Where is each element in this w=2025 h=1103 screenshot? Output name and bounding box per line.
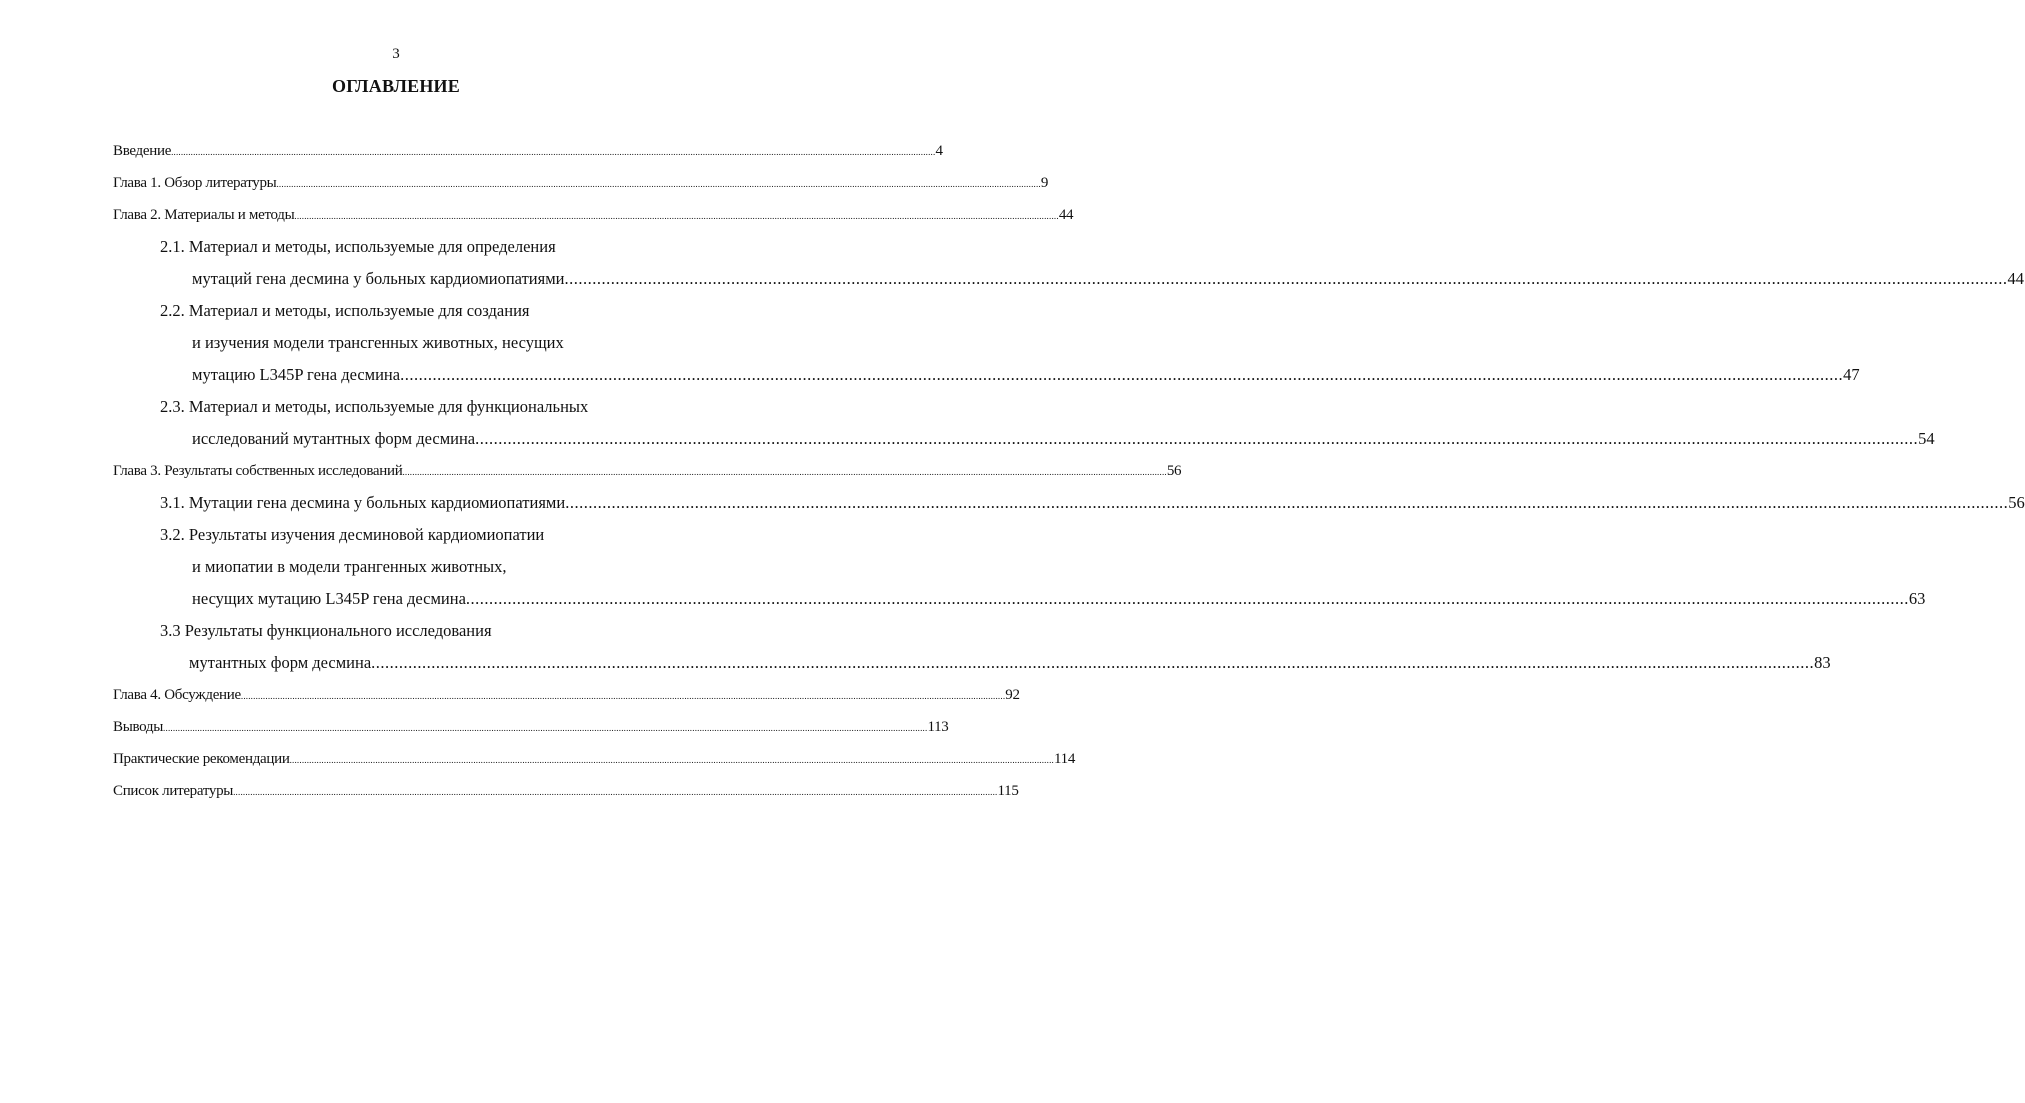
toc-entry-page: 92	[1005, 687, 1020, 703]
toc-entry-recommendations[interactable]	[113, 747, 1076, 771]
toc-entry-introduction[interactable]	[113, 139, 943, 163]
toc-entry-page: 54	[1918, 429, 1935, 448]
toc-entry-text: мутаций гена десмина у больных кардиомиопатиями	[192, 269, 565, 288]
dot-leader: ........................................................................................................................................................................................................................................................................................................................	[289, 755, 1054, 765]
toc-entry-text: Практические рекомендации	[113, 751, 290, 767]
toc-entry-page: 83	[1814, 653, 1831, 672]
toc-entry-conclusions[interactable]	[113, 715, 949, 739]
toc-entry-text: мутантных форм десмина	[189, 653, 372, 672]
toc-entry-text: Глава 1. Обзор литературы	[113, 175, 277, 191]
toc-entry-section-2-3[interactable]	[160, 395, 588, 419]
toc-entry-text: несущих мутацию L345P гена десмина	[192, 589, 466, 608]
toc-entry-text: Введение	[113, 143, 172, 159]
toc-entry-page: 56	[2008, 493, 2025, 512]
toc-entry-text: и изучения модели трансгенных животных, несущих	[192, 333, 564, 352]
toc-entry-text: 2.3. Материал и методы, используемые для функциональных	[160, 397, 589, 416]
toc-entry-chapter-1[interactable]	[113, 171, 1049, 195]
toc-entry-page: 9	[1040, 175, 1049, 191]
page-title: ОГЛАВЛЕНИЕ	[332, 76, 460, 96]
toc-entry-text: Глава 2. Материалы и методы	[113, 207, 295, 223]
toc-entry-text: 3.2. Результаты изучения десминовой кардиомиопатии	[160, 525, 545, 544]
toc-entry-text: исследований мутантных форм десмина	[192, 429, 476, 448]
toc-entry-text: 2.2. Материал и методы, используемые для создания	[160, 301, 530, 320]
toc-entry-section-2-1[interactable]	[160, 235, 556, 259]
toc-entry-page: 44	[1058, 207, 1074, 223]
dot-leader: ........................................................................................................................................................................................................................................................................................................................	[240, 691, 1006, 701]
toc-entry-text: Выводы	[113, 719, 164, 735]
dot-leader: ........................................................................................................................................................................................................................................................................................................................	[171, 147, 936, 157]
dot-leader: ........................................................................................................................................................................................................................................................................................................................	[371, 653, 1815, 672]
toc-entry-chapter-3[interactable]	[113, 459, 1182, 483]
toc-entry-text: мутацию L345P гена десмина	[192, 365, 401, 384]
toc-entry-section-3-3-cont[interactable]	[189, 651, 1831, 675]
toc-entry-page: 114	[1053, 751, 1076, 767]
dot-leader: ........................................................................................................................................................................................................................................................................................................................	[276, 179, 1041, 189]
toc-entry-section-2-2-end[interactable]	[192, 363, 1860, 387]
dot-leader: ........................................................................................................................................................................................................................................................................................................................	[565, 493, 2009, 512]
dot-leader: ........................................................................................................................................................................................................................................................................................................................	[163, 723, 928, 733]
dot-leader: ........................................................................................................................................................................................................................................................................................................................	[564, 269, 2008, 288]
dot-leader: ........................................................................................................................................................................................................................................................................................................................	[294, 211, 1059, 221]
toc-entry-chapter-2[interactable]	[113, 203, 1074, 227]
toc-entry-references[interactable]	[113, 779, 1019, 803]
page-number: 3	[392, 46, 400, 62]
toc-entry-page: 115	[997, 783, 1019, 799]
dot-leader: ........................................................................................................................................................................................................................................................................................................................	[475, 429, 1919, 448]
dot-leader: ........................................................................................................................................................................................................................................................................................................................	[465, 589, 1909, 608]
toc-entry-page: 44	[2007, 269, 2024, 288]
toc-entry-page: 113	[927, 719, 949, 735]
toc-entry-section-3-3[interactable]	[160, 619, 492, 643]
dot-leader: ........................................................................................................................................................................................................................................................................................................................	[400, 365, 1844, 384]
toc-entry-text: 3.3 Результаты функционального исследования	[160, 621, 492, 640]
toc-entry-section-2-3-cont[interactable]	[192, 427, 1935, 451]
toc-entry-section-3-2[interactable]	[160, 523, 544, 547]
toc-entry-page: 56	[1166, 463, 1182, 479]
toc-entry-text: Глава 4. Обсуждение	[113, 687, 241, 703]
toc-entry-text: 2.1. Материал и методы, используемые для определения	[160, 237, 556, 256]
toc-entry-section-3-1[interactable]	[160, 491, 2025, 515]
toc-entry-section-2-2-cont[interactable]	[192, 331, 564, 355]
toc-entry-chapter-4[interactable]	[113, 683, 1020, 707]
toc-entry-page: 4	[935, 143, 943, 159]
toc-entry-text: Список литературы	[113, 783, 234, 799]
toc-entry-text: Глава 3. Результаты собственных исследований	[113, 463, 403, 479]
toc-entry-section-3-2-cont[interactable]	[192, 555, 507, 579]
toc-entry-section-2-2[interactable]	[160, 299, 530, 323]
dot-leader: ........................................................................................................................................................................................................................................................................................................................	[402, 467, 1167, 477]
toc-entry-text: 3.1. Мутации гена десмина у больных кардиомиопатиями	[160, 493, 566, 512]
dot-leader: ........................................................................................................................................................................................................................................................................................................................	[233, 787, 998, 797]
toc-entry-section-2-1-cont[interactable]	[192, 267, 2024, 291]
toc-entry-section-3-2-end[interactable]	[192, 587, 1926, 611]
toc-entry-page: 47	[1843, 365, 1860, 384]
toc-entry-page: 63	[1908, 589, 1926, 608]
toc-entry-text: и миопатии в модели трангенных животных,	[192, 557, 507, 576]
